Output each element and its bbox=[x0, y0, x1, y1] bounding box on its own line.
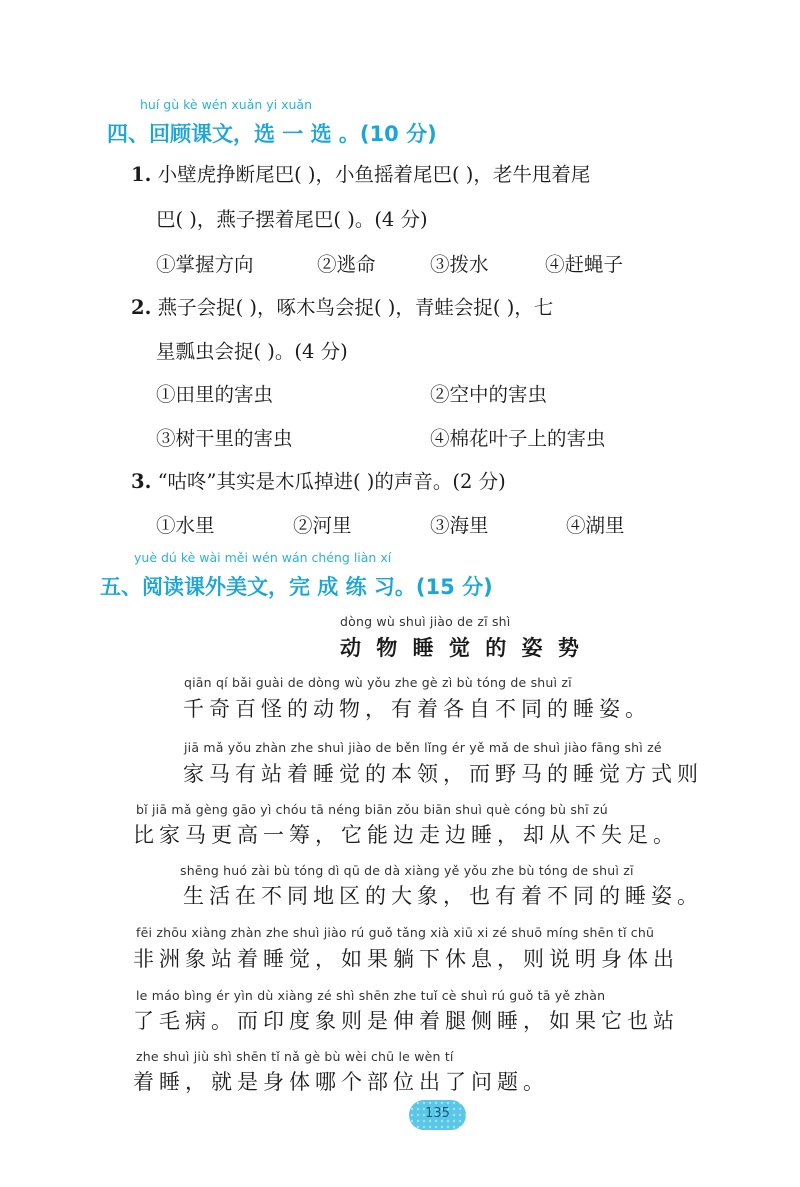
page-number: 135 bbox=[425, 1106, 450, 1121]
q3-number: 3. bbox=[131, 470, 152, 493]
q1-option-2: ②逃命 bbox=[317, 253, 376, 276]
q1-option-1: ①掌握方向 bbox=[156, 253, 254, 276]
q2-option-2: ②空中的害虫 bbox=[430, 383, 548, 406]
q2-number: 2. bbox=[131, 296, 152, 319]
q1-option-3: ③拨水 bbox=[430, 253, 489, 276]
story-line-4: 生活在不同地区的大象，也有着不同的睡姿。 bbox=[183, 884, 703, 908]
section4-pinyin: huí gù kè wén xuǎn yi xuǎn bbox=[140, 97, 313, 112]
q3-option-1: ①水里 bbox=[156, 514, 215, 537]
q2-text-line1: 燕子会捉( )，啄木鸟会捉( )，青蛙会捉( )，七 bbox=[157, 296, 554, 319]
q1-line1 bbox=[131, 159, 590, 187]
story-line-2: 家马有站着睡觉的本领，而野马的睡觉方式则 bbox=[183, 762, 703, 786]
story-title: 动 物 睡 觉 的 姿 势 bbox=[340, 635, 583, 660]
q1-number: 1. bbox=[131, 163, 152, 186]
q1-option-4: ④赶蝇子 bbox=[545, 253, 624, 276]
q2-line2: 星瓢虫会捉( )。(4 分) bbox=[156, 340, 348, 363]
q1-line2: 巴( )，燕子摆着尾巴( )。(4 分) bbox=[156, 208, 428, 231]
q2-option-3: ③树干里的害虫 bbox=[156, 427, 293, 450]
story-line-6: 了毛病。而印度象则是伸着腿侧睡，如果它也站 bbox=[133, 1009, 679, 1033]
q3-text-line1: “咕咚”其实是木瓜掉进( )的声音。(2 分) bbox=[157, 470, 506, 493]
section4-title: 四、回顾课文，选 一 选 。(10 分) bbox=[107, 122, 437, 146]
q3-option-3: ③海里 bbox=[430, 514, 489, 537]
story-line-1-pinyin: qiān qí bǎi guài de dòng wù yǒu zhe gè zì bù tóng de shuì zī bbox=[184, 675, 572, 690]
section5-title: 五、阅读课外美文，完 成 练 习。(15 分) bbox=[100, 575, 493, 599]
q1-text-line1: 小壁虎挣断尾巴( )，小鱼摇着尾巴( )，老牛甩着尾 bbox=[157, 163, 591, 186]
story-line-6-pinyin: le máo bìng ér yìn dù xiàng zé shì shēn zhe tuǐ cè shuì rú guǒ tā yě zhàn bbox=[136, 988, 606, 1003]
q2-option-1: ①田里的害虫 bbox=[156, 383, 274, 406]
story-title-pinyin: dòng wù shuì jiào de zī shì bbox=[340, 614, 511, 629]
section5-pinyin: yuè dú kè wài měi wén wán chéng liàn xí bbox=[134, 550, 392, 565]
q3-option-4: ④湖里 bbox=[566, 514, 625, 537]
q2-option-4: ④棉花叶子上的害虫 bbox=[430, 427, 606, 450]
story-line-7: 着睡，就是身体哪个部位出了问题。 bbox=[133, 1070, 549, 1094]
story-line-1: 千奇百怪的动物，有着各自不同的睡姿。 bbox=[183, 697, 651, 721]
story-line-7-pinyin: zhe shuì jiù shì shēn tǐ nǎ gè bù wèi chū le wèn tí bbox=[136, 1049, 454, 1064]
q3-option-2: ②河里 bbox=[293, 514, 352, 537]
story-line-5: 非洲象站着睡觉，如果躺下休息，则说明身体出 bbox=[133, 947, 679, 971]
story-line-3-pinyin: bǐ jiā mǎ gèng gāo yì chóu tā néng biān zǒu biān shuì què cóng bù shī zú bbox=[136, 802, 608, 817]
story-line-3: 比家马更高一筹，它能边走边睡，却从不失足。 bbox=[133, 823, 679, 847]
story-line-4-pinyin: shēng huó zài bù tóng dì qū de dà xiàng yě yǒu zhe bù tóng de shuì zī bbox=[180, 863, 634, 878]
story-line-5-pinyin: fēi zhōu xiàng zhàn zhe shuì jiào rú guǒ tǎng xià xiū xi zé shuō míng shēn tǐ chū bbox=[136, 925, 655, 940]
page-number-badge bbox=[409, 1100, 466, 1130]
q3-line1 bbox=[131, 466, 506, 494]
story-line-2-pinyin: jiā mǎ yǒu zhàn zhe shuì jiào de běn lǐng ér yě mǎ de shuì jiào fāng shì zé bbox=[184, 740, 662, 755]
q2-line1 bbox=[131, 292, 553, 320]
